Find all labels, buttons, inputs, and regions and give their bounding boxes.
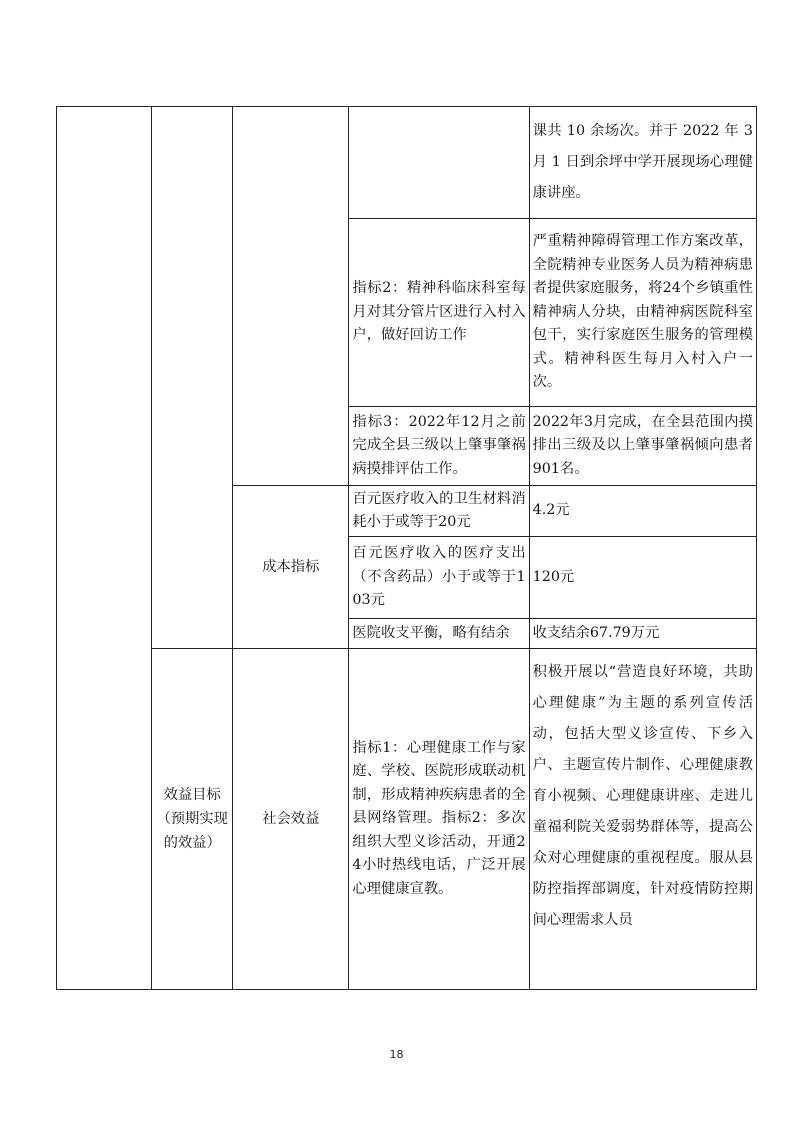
actual-cell	[529, 107, 756, 219]
cost-category-label: 成本指标	[262, 559, 320, 575]
indicator-cell-empty	[349, 107, 529, 219]
indicator-text: 指标1：心理健康工作与家庭、学校、医院形成联动机制，形成精神疾病患者的全县网络管理。指标2：多次组织大型义诊活动，开通24小时热线电话，广泛开展心理健康宣教。	[352, 739, 526, 897]
actual-cell	[529, 486, 756, 537]
indicator-text: 医院收支平衡，略有结余	[352, 624, 510, 641]
indicator-cell	[349, 649, 529, 990]
benefit-goal-label: 效益目标（预期实现的效益）	[156, 787, 228, 851]
indicator-text: 指标2：精神科临床科室每月对其分管片区进行入村入户，做好回访工作	[352, 280, 526, 344]
indicator-cell	[349, 486, 529, 537]
first-column-cell	[57, 107, 152, 990]
second-column-cell	[152, 107, 233, 649]
indicator-cell	[349, 537, 529, 619]
actual-text: 收支结余67.79万元	[532, 624, 660, 641]
indicator-cell	[349, 219, 529, 407]
actual-cell	[529, 649, 756, 990]
page-number: 18	[389, 1048, 404, 1061]
benefit-goal-cell	[152, 649, 233, 990]
performance-table	[56, 106, 757, 990]
benefit-category-label: 社会效益	[262, 811, 320, 827]
indicator-cell	[349, 619, 529, 649]
actual-text: 严重精神障碍管理工作方案改革，全院精神专业医务人员为精神病患者提供家庭服务，将24个乡镇重性精神病人分块，由精神病医院科室包干，实行家庭医生服务的管理模式。精神科医生每月入村入户一次。	[532, 233, 753, 391]
indicator-text: 百元医疗收入的医疗支出（不含药品）小于或等于103元	[352, 545, 526, 609]
benefit-category-cell	[233, 649, 349, 990]
actual-text: 4.2元	[532, 502, 570, 519]
table-row	[57, 649, 757, 990]
actual-text: 积极开展以“营造良好环境，共助心理健康”为主题的系列宣传活动，包括大型义诊宣传、下乡入户、主题宣传片制作、心理健康教育小视频、心理健康讲座、走进儿童福利院关爱弱势群体等，提高公众对心理健康的重视程度。服从县防控指挥部调度，针对疫情防控期间心理需求人员	[532, 664, 753, 928]
table-row	[57, 107, 757, 219]
indicator-text: 百元医疗收入的卫生材料消耗小于或等于20元	[352, 490, 526, 530]
actual-text: 2022年3月完成，在全县范围内摸排出三级及以上肇事肇祸倾向患者901名。	[532, 413, 753, 477]
cost-category-cell	[233, 486, 349, 649]
actual-cell	[529, 407, 756, 486]
indicator-cell	[349, 407, 529, 486]
actual-cell	[529, 619, 756, 649]
third-column-cell	[233, 107, 349, 486]
actual-text: 课共 10 余场次。并于 2022 年 3 月 1 日到余坪中学开展现场心理健康讲座。	[532, 123, 753, 201]
indicator-text: 指标3：2022年12月之前完成全县三级以上肇事肇祸病摸排评估工作。	[352, 413, 526, 477]
actual-cell	[529, 537, 756, 619]
actual-text: 120元	[532, 568, 575, 585]
actual-cell	[529, 219, 756, 407]
